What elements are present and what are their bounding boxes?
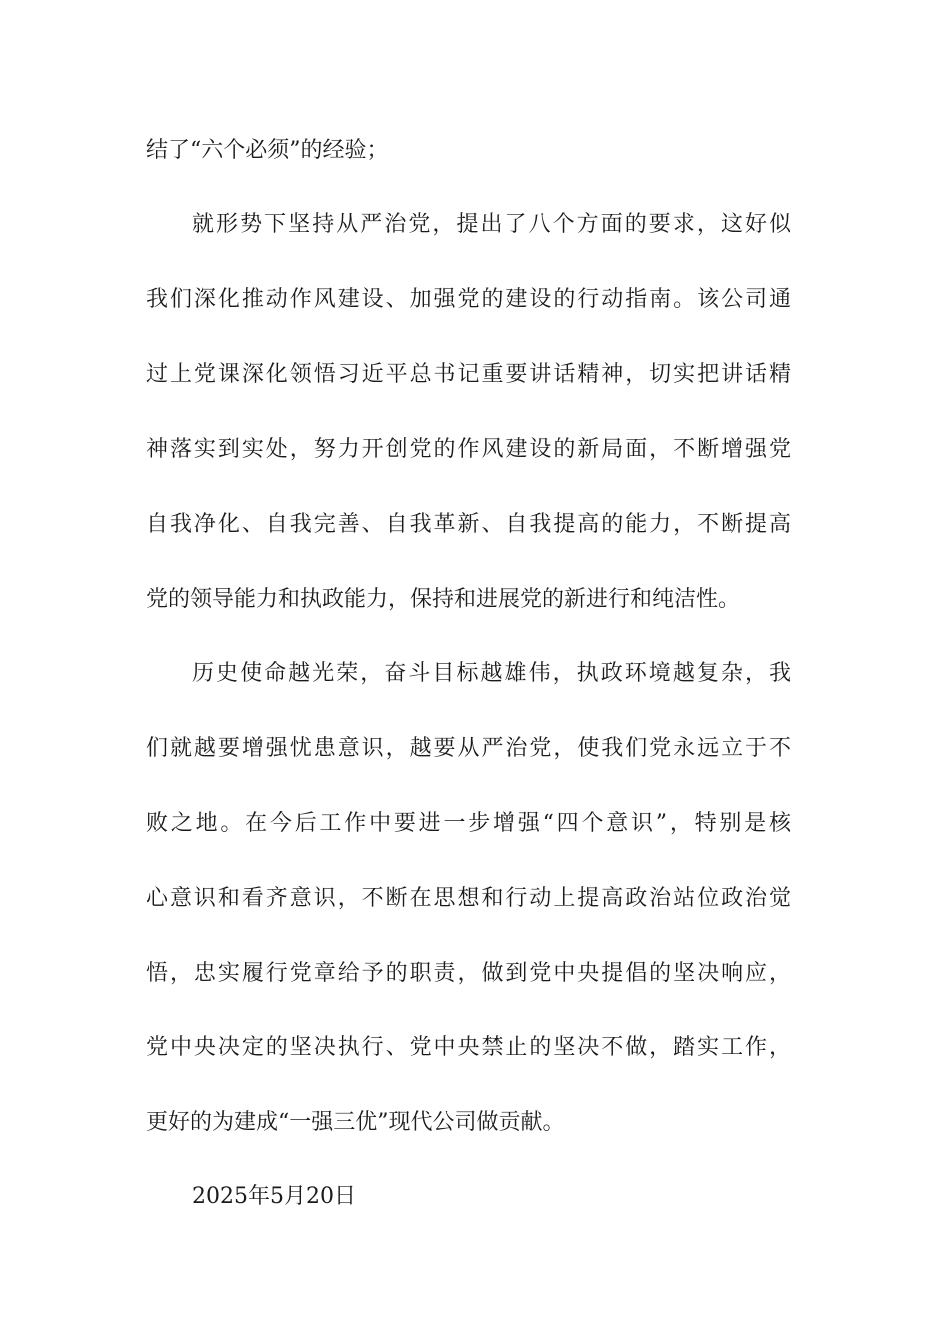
paragraph-first-line: 就形势下坚持从严治党，提出了八个方面的要求，这好似: [192, 212, 791, 237]
text-line: 我们深化推动作风建设、加强党的建设的行动指南。该公司通: [146, 287, 791, 312]
text-line: 党中央决定的坚决执行、党中央禁止的坚决不做，踏实工作，: [146, 1035, 791, 1060]
paragraph-first-line: 历史使命越光荣，奋斗目标越雄伟，执政环境越复杂，我: [192, 661, 791, 686]
text-line: 自我净化、自我完善、自我革新、自我提高的能力，不断提高: [146, 512, 791, 537]
text-line: 们就越要增强忧患意识，越要从严治党，使我们党永远立于不: [146, 736, 791, 761]
text-line: 悟，忠实履行党章给予的职责，做到党中央提倡的坚决响应，: [146, 961, 791, 986]
document-date: 2025年5月20日: [192, 1184, 356, 1209]
text-line: 败之地。在今后工作中要进一步增强“四个意识”，特别是核: [146, 811, 791, 836]
text-line: 过上党课深化领悟习近平总书记重要讲话精神，切实把讲话精: [146, 362, 791, 387]
text-line: 神落实到实处，努力开创党的作风建设的新局面，不断增强党: [146, 437, 791, 462]
text-line: 党的领导能力和执政能力，保持和进展党的新进行和纯洁性。: [146, 587, 741, 612]
text-line: 心意识和看齐意识，不断在思想和行动上提高政治站位政治觉: [146, 886, 791, 911]
text-line: 更好的为建成“一强三优”现代公司做贡献。: [146, 1110, 565, 1135]
text-line: 结了“六个必须”的经验；: [146, 138, 389, 163]
